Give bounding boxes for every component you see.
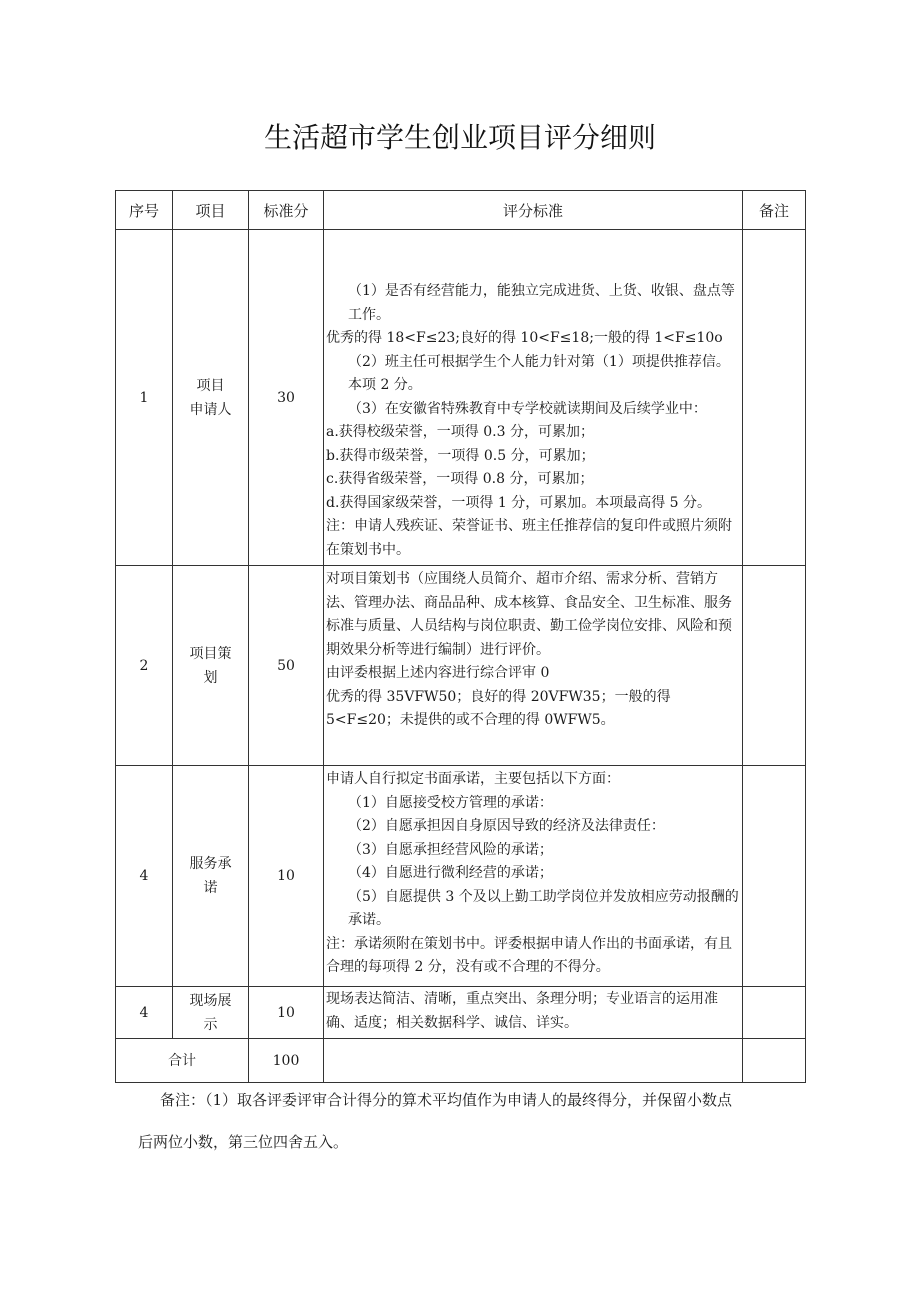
table-row — [116, 987, 806, 1039]
table-header-row — [116, 191, 806, 230]
row-remark — [743, 230, 806, 566]
row-seq: 4 — [116, 766, 173, 987]
row-item-line: 现场展 — [189, 992, 232, 1009]
criteria-line: （4）自愿进行微利经营的承诺； — [348, 865, 553, 881]
row-item-line: 示 — [203, 1016, 218, 1033]
total-label: 合计 — [116, 1039, 249, 1083]
row-criteria — [324, 566, 743, 766]
table-row — [116, 766, 806, 987]
row-seq: 4 — [116, 987, 173, 1039]
row-item-line: 项目 — [196, 377, 225, 394]
criteria-line: （3）在安徽省特殊教育中专学校就读期间及后续学业中： — [348, 400, 707, 417]
row-seq: 2 — [116, 566, 173, 766]
scoring-table — [115, 190, 806, 1083]
criteria-line: （5）自愿提供 3 个及以上勤工助学岗位并发放相应劳动报酬的承诺。 — [348, 888, 739, 928]
row-criteria — [324, 766, 743, 987]
row-remark — [743, 766, 806, 987]
row-item-line: 划 — [203, 669, 218, 686]
criteria-line: （3）自愿承担经营风险的承诺； — [348, 841, 553, 858]
row-criteria — [324, 230, 743, 566]
row-standard-score: 10 — [249, 766, 324, 987]
criteria-line: 优秀的得 35VFW50；良好的得 20VFW35；一般的得 5<F≤20；未提供的或不合理的得 0WFW5。 — [326, 688, 671, 728]
row-standard-score: 50 — [249, 566, 324, 766]
row-item — [173, 987, 249, 1039]
total-row — [116, 1039, 806, 1083]
criteria-line: 现场表达简洁、清晰，重点突出、条理分明；专业语言的运用准确、适度；相关数据科学、诚信、详实。 — [326, 991, 718, 1031]
row-remark — [743, 987, 806, 1039]
total-value: 100 — [249, 1039, 324, 1083]
row-item-line: 服务承 — [189, 856, 232, 872]
header-criteria: 评分标准 — [324, 191, 743, 230]
criteria-line: a.获得校级荣誉，一项得 0.3 分，可累加； — [326, 424, 594, 440]
row-item — [173, 766, 249, 987]
criteria-line: 注：申请人残疾证、荣誉证书、班主任推荐信的复印件或照片须附在策划书中。 — [326, 518, 732, 558]
row-item-line: 诺 — [203, 880, 218, 896]
header-remark: 备注 — [743, 191, 806, 230]
row-item-line: 项目策 — [189, 645, 232, 662]
header-seq: 序号 — [116, 191, 173, 230]
row-item-line: 申请人 — [189, 401, 232, 418]
criteria-line: c.获得省级荣誉，一项得 0.8 分，可累加； — [326, 471, 594, 487]
header-standard-score: 标准分 — [249, 191, 324, 230]
criteria-line: 优秀的得 18<F≤23;良好的得 10<F≤18;一般的得 1<F≤10o — [326, 330, 723, 346]
criteria-line: （1）自愿接受校方管理的承诺： — [348, 794, 553, 811]
criteria-line: （1）是否有经营能力，能独立完成进货、上货、收银、盘点等工作。 — [348, 283, 735, 323]
criteria-line: 申请人自行拟定书面承诺，主要包括以下方面： — [326, 771, 620, 787]
total-criteria — [324, 1039, 743, 1083]
table-row — [116, 230, 806, 566]
criteria-line: 对项目策划书（应围绕人员简介、超市介绍、需求分析、营销方法、管理办法、商品品种、成本核算、食品安全、卫生标准、服务标准与质量、人员结构与岗位职责、勤工俭学岗位安排、风险和预期效果分析等进行编制）进行评价。 — [326, 571, 732, 658]
table-row — [116, 566, 806, 766]
criteria-line: d.获得国家级荣誉，一项得 1 分，可累加。本项最高得 5 分。 — [326, 494, 712, 511]
criteria-line: b.获得市级荣誉，一项得 0.5 分，可累加； — [326, 447, 595, 464]
row-criteria — [324, 987, 743, 1039]
criteria-line: 注：承诺须附在策划书中。评委根据申请人作出的书面承诺，有且合理的每项得 2 分，没有或不合理的不得分。 — [326, 935, 732, 975]
criteria-line: （2）班主任可根据学生个人能力针对第（1）项提供推荐信。本项 2 分。 — [348, 353, 730, 393]
header-item: 项目 — [173, 191, 249, 230]
footnote: 备注：（1）取各评委评审合计得分的算术平均值作为申请人的最终得分，并保留小数点 — [160, 1091, 733, 1109]
row-standard-score: 30 — [249, 230, 324, 566]
total-remark — [743, 1039, 806, 1083]
footnote-continued: 后两位小数，第三位四舍五入。 — [138, 1133, 349, 1151]
row-remark — [743, 566, 806, 766]
row-seq: 1 — [116, 230, 173, 566]
criteria-line: （2）自愿承担因自身原因导致的经济及法律责任： — [348, 818, 665, 834]
row-standard-score: 10 — [249, 987, 324, 1039]
row-item — [173, 566, 249, 766]
page-title: 生活超市学生创业项目评分细则 — [263, 121, 656, 154]
criteria-line: 由评委根据上述内容进行综合评审 0 — [326, 665, 550, 681]
row-item — [173, 230, 249, 566]
